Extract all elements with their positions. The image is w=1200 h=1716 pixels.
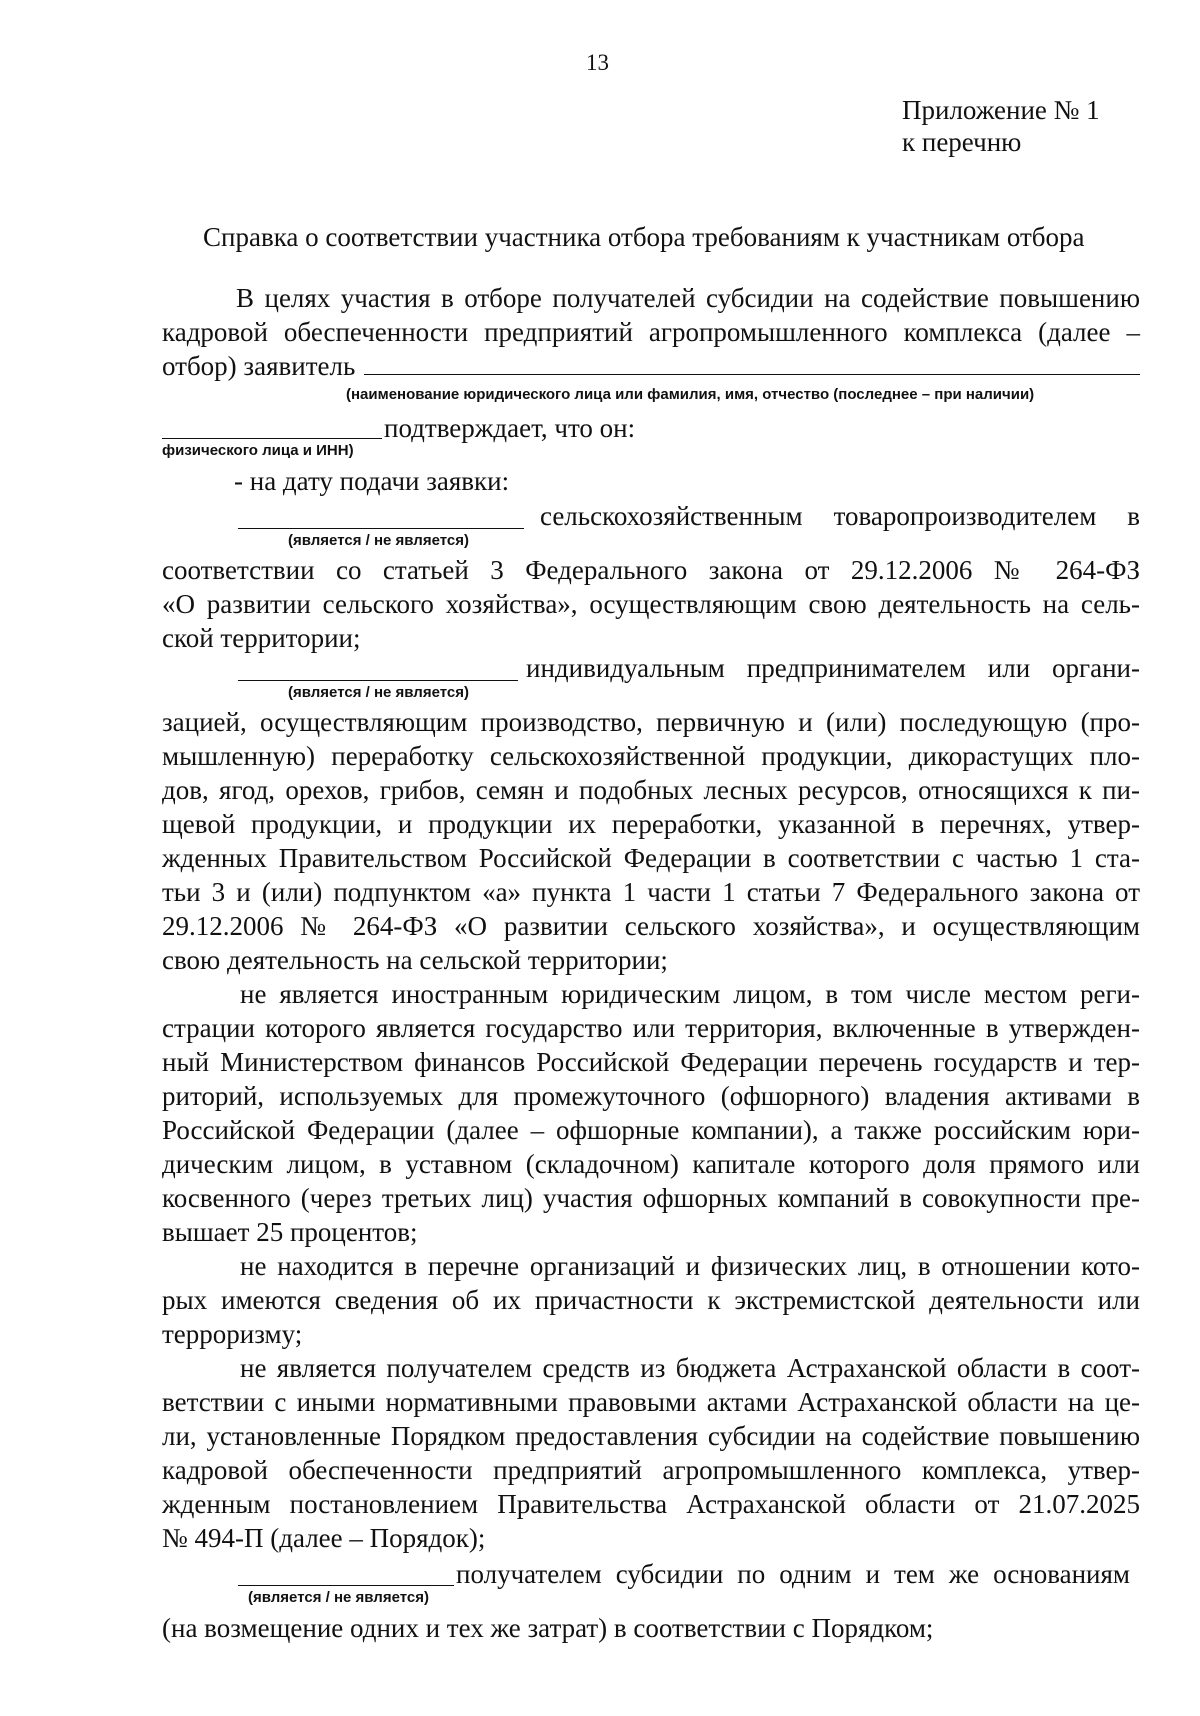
- p2-line: дов, ягод, орехов, грибов, семян и подобных лесных ресурсов, относящихся к пи-: [162, 775, 1140, 805]
- applicant-name-field[interactable]: [364, 374, 1140, 375]
- intro-line-3: отбор) заявитель: [162, 351, 356, 381]
- p2-line: зацией, осуществляющим производство, первичную и (или) последующую (про-: [162, 707, 1140, 737]
- p5-line: не является получателем средств из бюджета Астраханской области в соот-: [240, 1353, 1140, 1383]
- page-number: 13: [586, 50, 609, 75]
- p5-line: кадровой обеспеченности предприятий агропромышленного комплекса, утвер-: [162, 1455, 1140, 1485]
- p3-line: страции которого является государство или территория, включенные в утвержден-: [162, 1013, 1140, 1043]
- applicant-inn-field[interactable]: [162, 438, 382, 439]
- p3-line: Российской Федерации (далее – офшорные компании), а также российским юри-: [162, 1115, 1140, 1145]
- p6-fill-field[interactable]: [238, 1585, 454, 1586]
- p6-fill-caption: (является / не является): [248, 1589, 429, 1606]
- p2-line: 29.12.2006 № 264-ФЗ «О развитии сельского хозяйства», и осуществляющим: [162, 911, 1140, 941]
- intro-line-1: В целях участия в отборе получателей субсидии на содействие повышению: [236, 283, 1140, 313]
- applicant-inn-caption: физического лица и ИНН): [162, 442, 354, 459]
- applicant-name-caption: (наименование юридического лица или фамилия, имя, отчество (последнее – при наличии): [346, 386, 1035, 403]
- confirms-text: подтверждает, что он:: [384, 413, 636, 443]
- p3-line: косвенного (через третьих лиц) участия офшорных компаний в совокупности пре-: [162, 1183, 1140, 1213]
- p1-line-1: сельскохозяйственным товаропроизводителем в: [540, 501, 1140, 531]
- p6-line-2: (на возмещение одних и тех же затрат) в соответствии с Порядком;: [162, 1613, 934, 1643]
- p2-line: жденных Правительством Российской Федерации в соответствии с частью 1 ста-: [162, 843, 1140, 873]
- p1-fill-caption: (является / не является): [288, 532, 469, 549]
- p5-line: жденным постановлением Правительства Астраханской области от 21.07.2025: [162, 1489, 1140, 1519]
- intro-line-2: кадровой обеспеченности предприятий агропромышленного комплекса (далее –: [162, 317, 1140, 347]
- p2-line: мышленную) переработку сельскохозяйственной продукции, дикорастущих пло-: [162, 741, 1140, 771]
- p2-line: щевой продукции, и продукции их переработки, указанной в перечнях, утвер-: [162, 809, 1140, 839]
- p2-line: тьи 3 и (или) подпунктом «а» пункта 1 части 1 статьи 7 Федерального закона от: [162, 877, 1140, 907]
- p3-line: вышает 25 процентов;: [162, 1217, 418, 1247]
- p2-fill-caption: (является / не является): [288, 684, 469, 701]
- p1-line-4: ской территории;: [162, 623, 361, 653]
- appendix-label: Приложение № 1: [902, 95, 1100, 125]
- p2-line: свою деятельность на сельской территории;: [162, 945, 668, 975]
- p6-line-1: получателем субсидии по одним и тем же основаниям: [456, 1559, 1130, 1589]
- p3-line: дическим лицом, в уставном (складочном) капитале которого доля прямого или: [162, 1149, 1140, 1179]
- p5-line: ветствии с иными нормативными правовыми актами Астраханской области на це-: [162, 1387, 1140, 1417]
- p5-line: № 494-П (далее – Порядок);: [162, 1523, 486, 1553]
- p2-fill-field[interactable]: [238, 680, 518, 681]
- p4-line: не находится в перечне организаций и физических лиц, в отношении кото-: [240, 1251, 1140, 1281]
- p1-fill-field[interactable]: [238, 528, 524, 529]
- p4-line: рых имеются сведения об их причастности к экстремистской деятельности или: [162, 1285, 1140, 1315]
- date-heading: - на дату подачи заявки:: [234, 466, 510, 496]
- p3-line: не является иностранным юридическим лицом, в том числе местом реги-: [240, 979, 1140, 1009]
- p1-line-3: «О развитии сельского хозяйства», осуществляющим свою деятельность на сель-: [162, 589, 1140, 619]
- document-title: Справка о соответствии участника отбора требованиям к участникам отбора: [203, 222, 1085, 252]
- p3-line: риторий, используемых для промежуточного (офшорного) владения активами в: [162, 1081, 1140, 1111]
- p3-line: ный Министерством финансов Российской Федерации перечень государств и тер-: [162, 1047, 1140, 1077]
- p4-line: терроризму;: [162, 1319, 303, 1349]
- p1-line-2: соответствии со статьей 3 Федерального закона от 29.12.2006 № 264-ФЗ: [162, 555, 1140, 585]
- p2-line-1: индивидуальным предпринимателем или органи-: [526, 653, 1140, 683]
- p5-line: ли, установленные Порядком предоставления субсидии на содействие повышению: [162, 1421, 1140, 1451]
- appendix-sublabel: к перечню: [902, 127, 1022, 157]
